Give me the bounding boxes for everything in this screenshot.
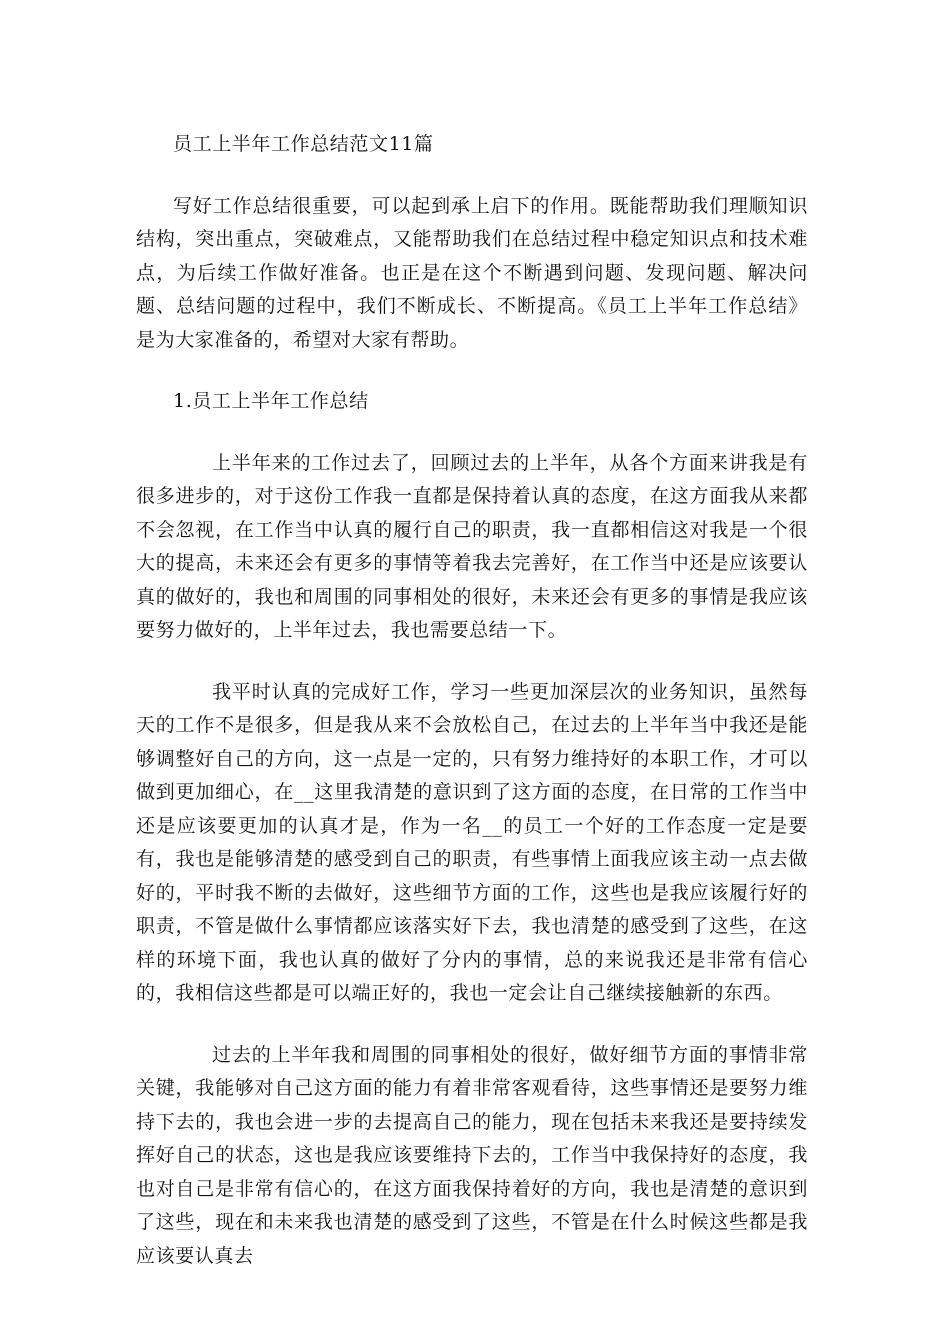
section-heading: 1.员工上半年工作总结 [173, 390, 369, 412]
body-paragraph-3: 过去的上半年我和周围的同事相处的很好，做好细节方面的事情非常关键，我能够对自己这方面的能力有着非常客观看待，这些事情还是要努力维持下去的，我也会进一步的去提高自己的能力，现在包括未来我还是要持续发挥好自己的状态，这也是我应该要维持下去的，工作当中我保持好的态度，我也对自己是非常有信心的，在这方面我保持着好的方向，我也是清楚的意识到了这些，现在和未来我也清楚的感受到了这些，不管是在什么时候这些都是我应该要认真去 [136, 1043, 808, 1267]
document-title: 员工上半年工作总结范文11篇 [173, 133, 434, 155]
body-paragraph-2: 我平时认真的完成好工作，学习一些更加深层次的业务知识，虽然每天的工作不是很多，但是我从来不会放松自己，在过去的上半年当中我还是能够调整好自己的方向，这一点是一定的，只有努力维持好的本职工作，才可以做到更加细心，在__这里我清楚的意识到了这方面的态度，在日常的工作当中还是应该要更加的认真才是，作为一名__的员工一个好的工作态度一定是要有，我也是能够清楚的感受到自己的职责，有些事情上面我应该主动一点去做好的，平时我不断的去做好，这些细节方面的工作，这些也是我应该履行好的职责，不管是做什么事情都应该落实好下去，我也清楚的感受到了这些，在这样的环境下面，我也认真的做好了分内的事情，总的来说我还是非常有信心的，我相信这些都是可以端正好的，我也一定会让自己继续接触新的东西。 [136, 680, 808, 1004]
intro-paragraph: 写好工作总结很重要，可以起到承上启下的作用。既能帮助我们理顺知识结构，突出重点，突破难点，又能帮助我们在总结过程中稳定知识点和技术难点，为后续工作做好准备。也正是在这个不断遇到问题、发现问题、解决问题、总结问题的过程中，我们不断成长、不断提高。《员工上半年工作总结》是为大家准备的，希望对大家有帮助。 [136, 194, 808, 351]
document-body [136, 128, 808, 1301]
body-paragraph-1: 上半年来的工作过去了，回顾过去的上半年，从各个方面来讲我是有很多进步的，对于这份工作我一直都是保持着认真的态度，在这方面我从来都不会忽视，在工作当中认真的履行自己的职责，我一直都相信这对我是一个很大的提高，未来还会有更多的事情等着我去完善好，在工作当中还是应该要认真的做好的，我也和周围的同事相处的很好，未来还会有更多的事情是我应该要努力做好的，上半年过去，我也需要总结一下。 [136, 451, 808, 641]
